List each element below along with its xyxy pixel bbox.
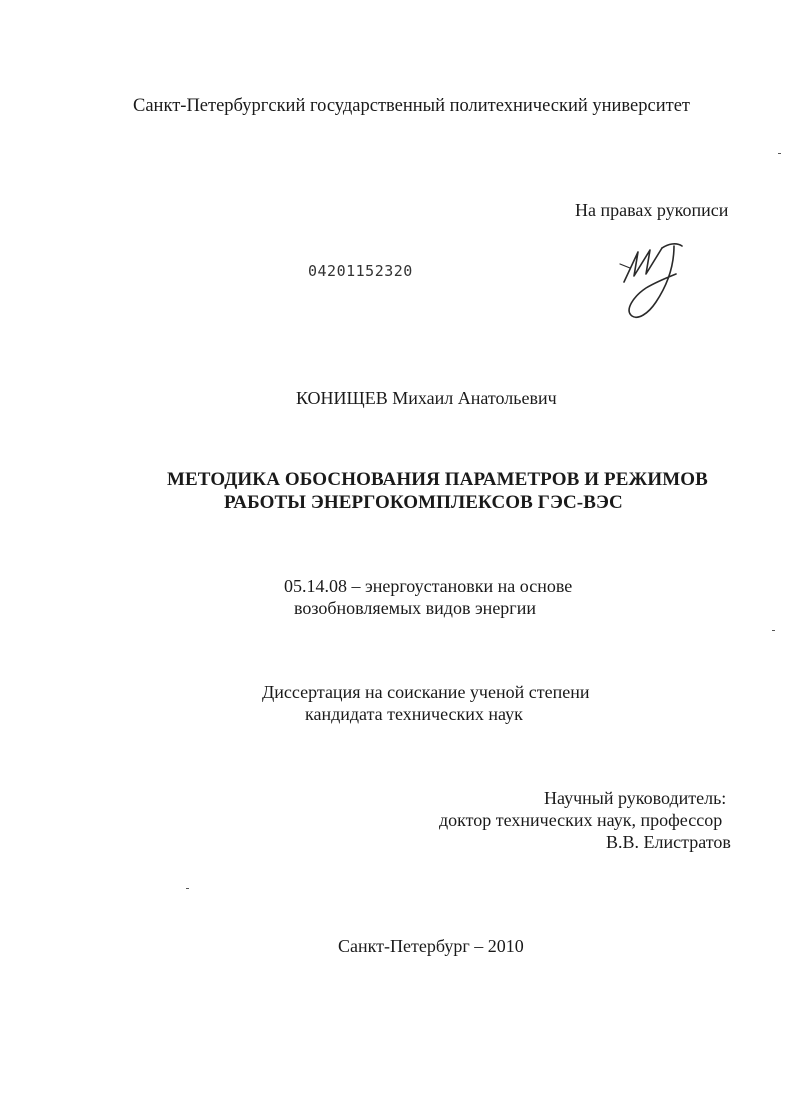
supervisor-title: доктор технических наук, профессор [439,810,723,830]
scan-speck [186,888,189,889]
supervisor-label: Научный руководитель: [544,788,727,808]
city-year: Санкт-Петербург – 2010 [338,936,524,956]
specialty-line-1: 05.14.08 – энергоустановки на основе [284,576,573,596]
degree-line-2: кандидата технических наук [305,704,523,724]
university-name: Санкт-Петербургский государственный политехнический университет [133,96,691,116]
scan-speck [772,630,775,631]
thesis-title-line-2: РАБОТЫ ЭНЕРГОКОМПЛЕКСОВ ГЭС-ВЭС [224,492,623,513]
supervisor-name: В.В. Елистратов [606,832,731,852]
thesis-title-line-1: МЕТОДИКА ОБОСНОВАНИЯ ПАРАМЕТРОВ И РЕЖИМОВ [167,469,708,490]
registration-number: 04201152320 [308,262,413,280]
handwritten-signature-icon [616,236,696,320]
manuscript-note: На правах рукописи [575,200,729,220]
degree-line-1: Диссертация на соискание ученой степени [262,682,590,702]
scan-speck [778,153,781,154]
author-name: КОНИЩЕВ Михаил Анатольевич [296,388,557,408]
specialty-line-2: возобновляемых видов энергии [294,598,536,618]
